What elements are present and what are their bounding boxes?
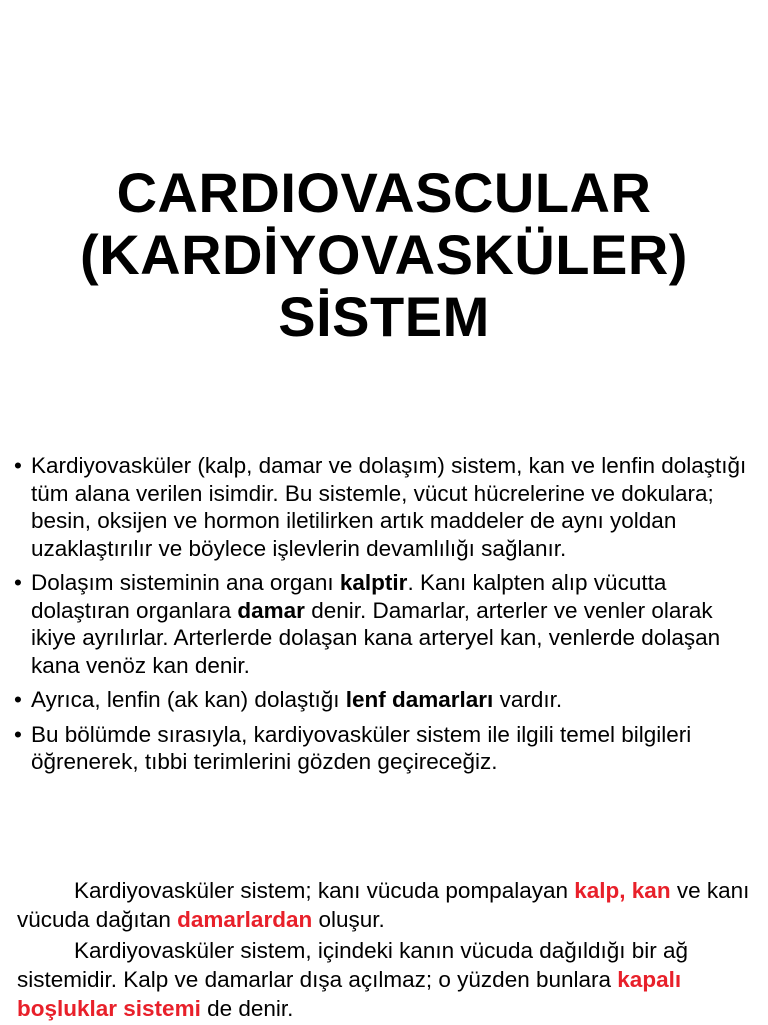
title-line-1: CARDIOVASCULAR [116, 160, 652, 224]
bullet-item [14, 721, 760, 776]
highlight-term: kalp, kan [574, 878, 671, 903]
bullet-text: Ayrıca, lenfin (ak kan) dolaştığı [31, 687, 346, 712]
paragraph-text: Kardiyovasküler sistem; kanı vücuda pompalayan [74, 878, 575, 903]
title-line-3: SİSTEM [278, 284, 490, 348]
highlight-term: kapalı boşluklar sistemi [17, 967, 682, 1021]
slide-title [0, 162, 768, 348]
paragraph-text: ve kanı vücuda dağıtan [17, 878, 750, 932]
paragraph-text: de denir. [200, 996, 294, 1021]
paragraph-text: oluşur. [312, 907, 385, 932]
bullet-text: . Kanı kalpten alıp vücutta dolaştıran organlara [31, 570, 667, 623]
paragraph [17, 876, 757, 934]
summary-paragraphs [17, 876, 757, 1025]
bullet-item [14, 686, 760, 714]
bullet-text: vardır. [493, 687, 563, 712]
paragraph [17, 936, 757, 1023]
bullet-bold-term: lenf damarları [345, 687, 494, 712]
highlight-term: damarlardan [177, 907, 313, 932]
bullet-text: Bu bölümde sırasıyla, kardiyovasküler sistem ile ilgili temel bilgileri öğrenerek, tıbbi terimlerini gözden geçireceğiz. [31, 721, 692, 774]
paragraph-text: Kardiyovasküler sistem, içindeki kanın vücuda dağıldığı bir ağ sistemidir. Kalp ve damarlar dışa açılmaz; o yüzden bunlara [17, 938, 689, 992]
bullet-text: Kardiyovasküler (kalp, damar ve dolaşım) sistem, kan ve lenfin dolaştığı tüm alana verilen isimdir. Bu sistemle, vücut hücrelerine ve dokulara; besin, oksijen ve hormon iletilirken artık maddeler de aynı yoldan uzaklaştırılır ve böylece işlevlerin devamlılığı sağlanır. [31, 453, 747, 561]
bullet-list [14, 452, 760, 783]
bullet-bold-term: kalptir [339, 570, 408, 595]
title-line-2: (KARDİYOVASKÜLER) [80, 222, 688, 286]
bullet-item [14, 569, 760, 679]
bullet-text: denir. Damarlar, arterler ve venler olarak ikiye ayrılırlar. Arterlerde dolaşan kana arteryel kan, venlerde dolaşan kana venöz kan denir. [31, 597, 721, 678]
bullet-bold-term: damar [237, 597, 305, 623]
bullet-item [14, 452, 760, 562]
bullet-text: Dolaşım sisteminin ana organı [31, 570, 340, 595]
